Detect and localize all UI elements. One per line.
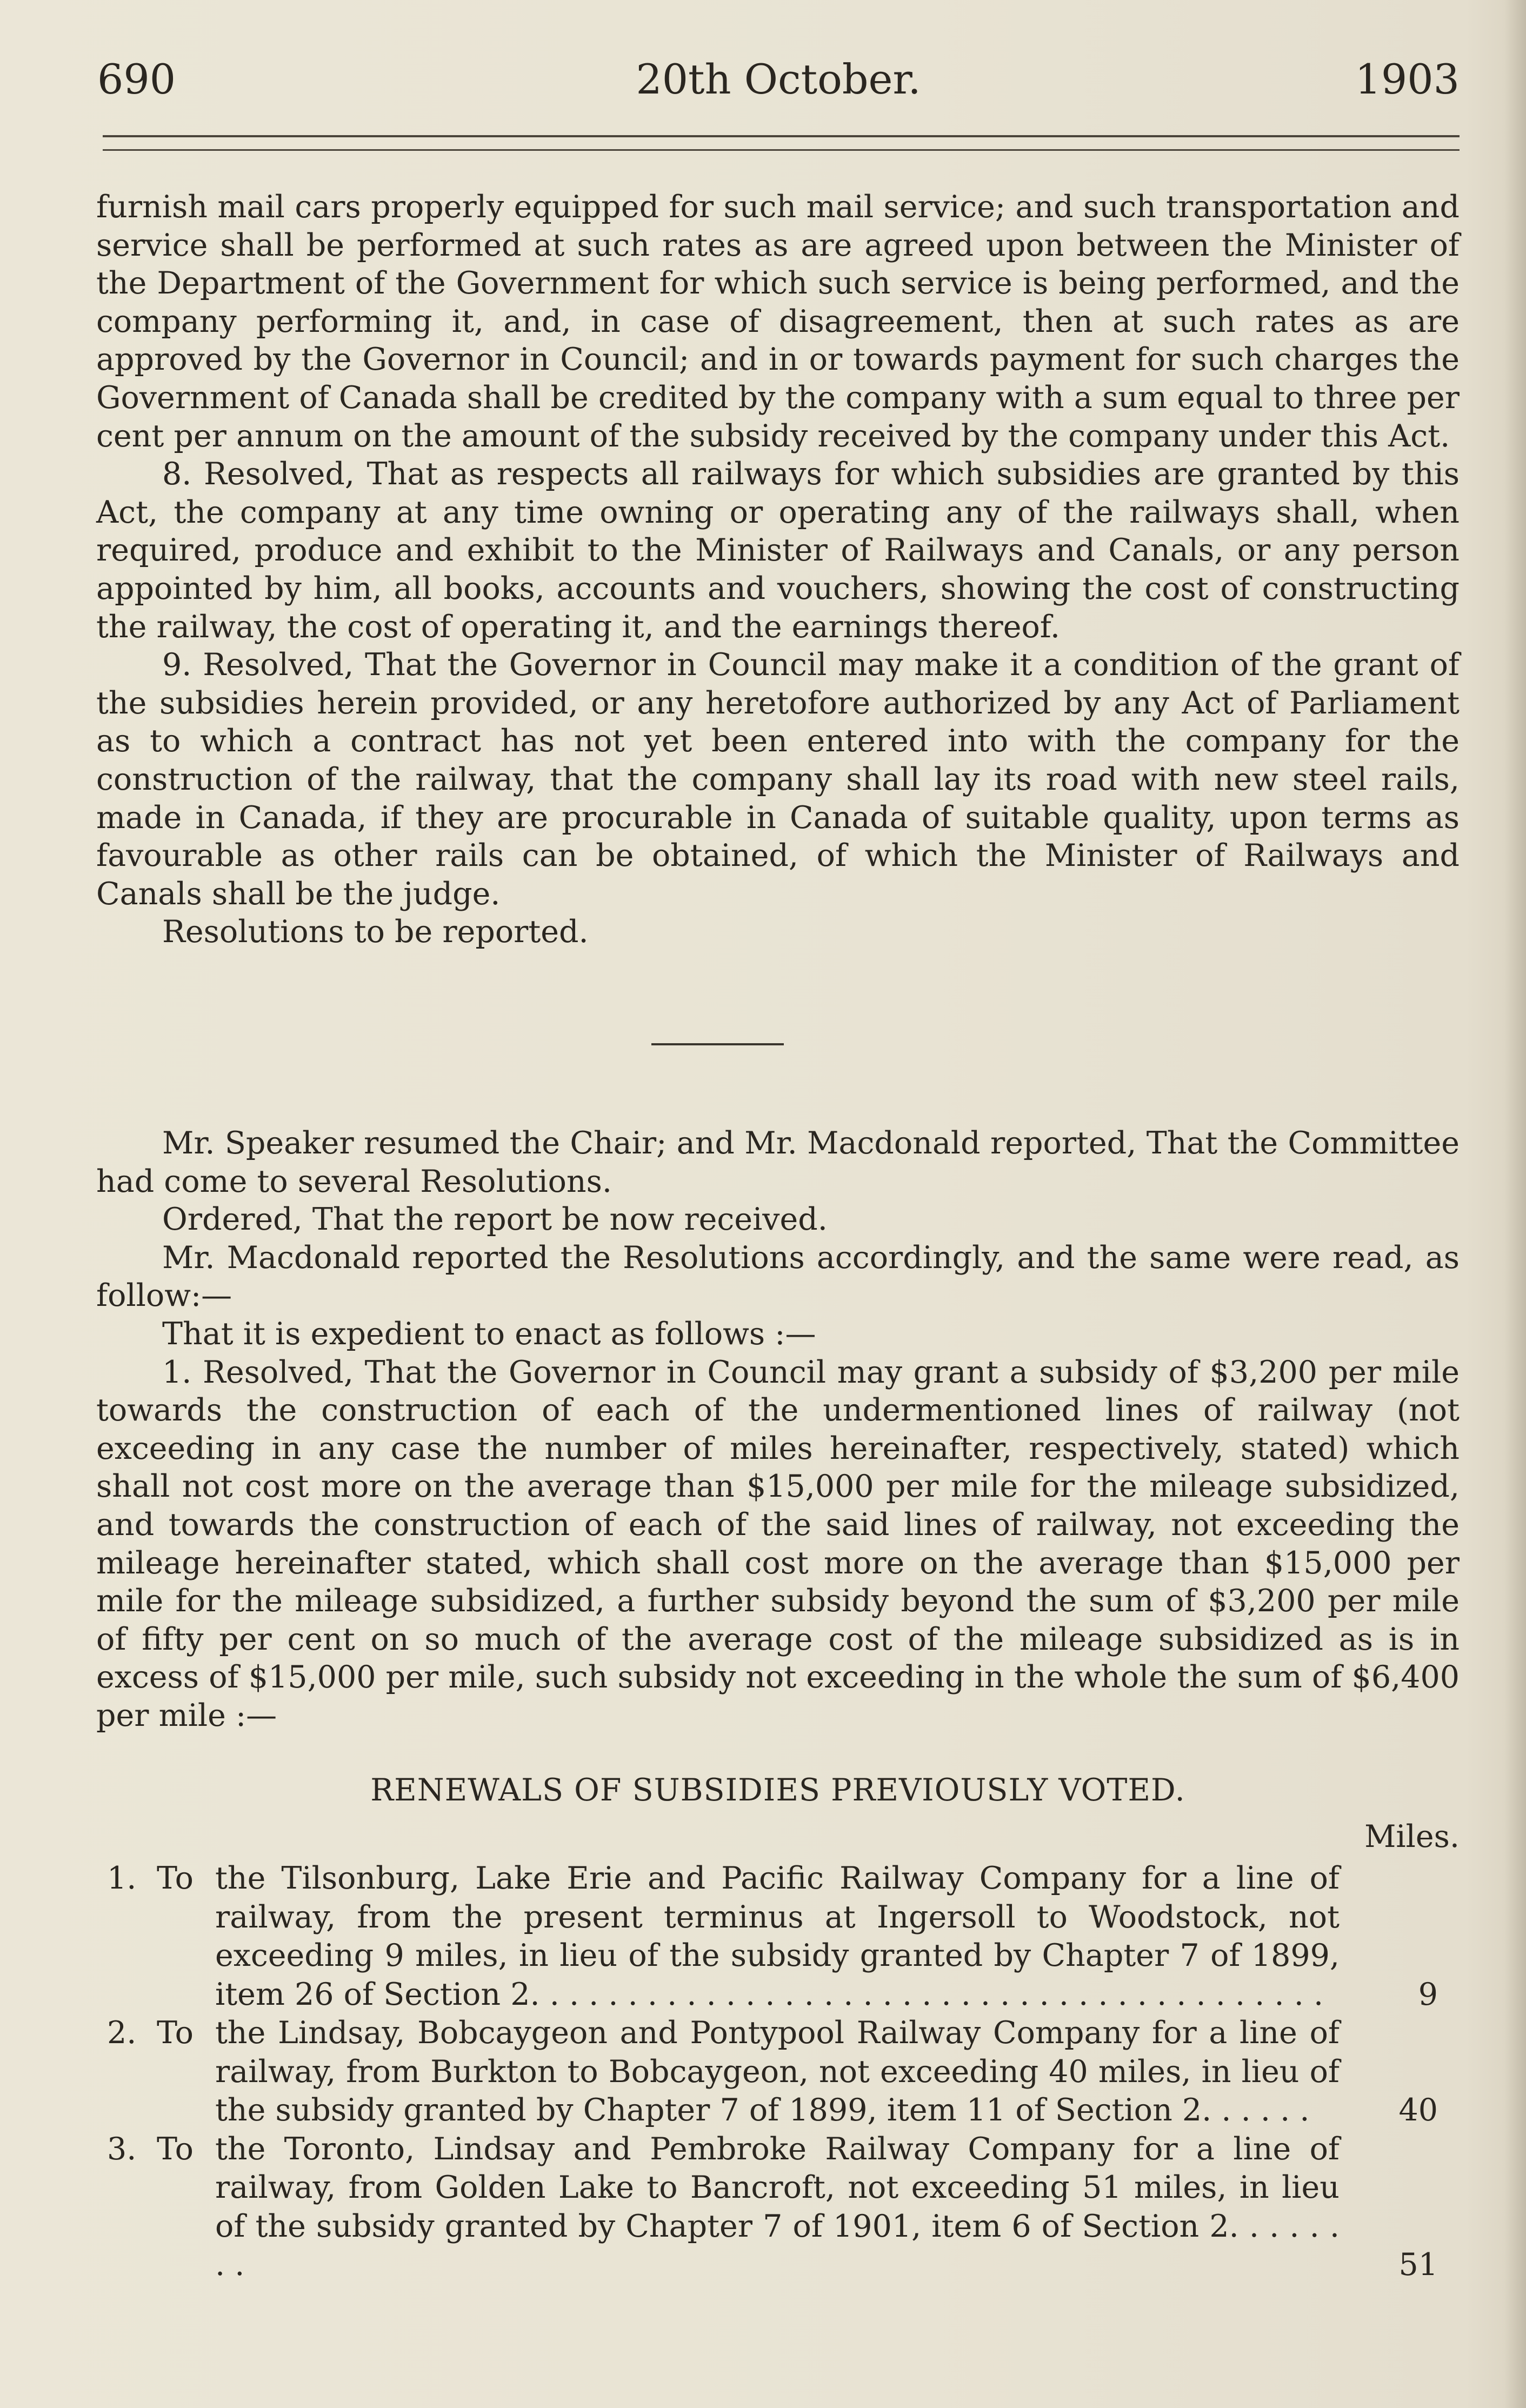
renewals-heading: RENEWALS OF SUBSIDIES PREVIOUSLY VOTED. <box>370 1772 1185 1808</box>
item-to: To <box>157 2131 194 2167</box>
miles-column-header: Miles. <box>1364 1819 1460 1855</box>
item-miles: 40 <box>1398 2092 1438 2128</box>
item-to: To <box>157 2015 194 2051</box>
header-date: 20th October. <box>636 55 921 103</box>
resolutions-continuation <box>96 188 1460 951</box>
list-item <box>96 2014 1460 2130</box>
paragraph-speaker-resumed: Mr. Speaker resumed the Chair; and Mr. Macdonald reported, That the Committee had come to several Resolutions. <box>96 1125 1460 1199</box>
paragraph-resolution-9: 9. Resolved, That the Governor in Council may make it a condition of the grant of the subsidies herein provided, or any heretofore authorized by any Act of Parliament as to which a contract has not yet been entered into with the company for the construction of the railway, that the company shall lay its road with new steel rails, made in Canada, if they are procurable in Canada of suitable quality, upon terms as favourable as other rails can be obtained, of which the Minister of Railways and Canals shall be the judge. <box>96 647 1460 912</box>
list-item <box>96 2130 1460 2285</box>
paragraph-resolution-1: 1. Resolved, That the Governor in Council may grant a subsidy of $3,200 per mile towards the construction of each of the undermentioned lines of railway (not exceeding in any case the number of miles hereinafter, respectively, stated) which shall not cost more on the average than $15,000 per mile for the mileage subsidized, and towards the construction of each of the said lines of railway, not exceeding the mileage hereinafter stated, which shall cost more on the average than $15,000 per mile for the mileage subsidized, a further subsidy beyond the sum of $3,200 per mile of fifty per cent on so much of the average cost of the mileage subsidized as is in excess of $15,000 per mile, such subsidy not exceeding in the whole the sum of $6,400 per mile :— <box>96 1354 1460 1733</box>
item-miles: 9 <box>1418 1976 1438 2012</box>
item-number: 2. <box>107 2015 137 2051</box>
committee-report <box>96 1124 1460 1735</box>
item-to: To <box>157 1860 194 1896</box>
item-text: the Toronto, Lindsay and Pembroke Railway Company for a line of railway, from Golden Lake to Bancroft, not exceeding 51 miles, in lieu of the subsidy granted by Chapter 7 of 1901, item 6 of Section 2. . . . . . . . <box>215 2131 1340 2283</box>
paragraph-expedient: That it is expedient to enact as follows :— <box>162 1316 816 1352</box>
header-year: 1903 <box>1355 55 1460 103</box>
list-item <box>96 1859 1460 2014</box>
running-header <box>97 50 1460 109</box>
item-miles: 51 <box>1398 2247 1438 2283</box>
page-number: 690 <box>97 55 176 103</box>
item-number: 3. <box>107 2131 137 2167</box>
paragraph-reported-resolutions: Mr. Macdonald reported the Resolutions accordingly, and the same were read, as follow:— <box>96 1239 1460 1314</box>
paragraph-resolution-8: 8. Resolved, That as respects all railways for which subsidies are granted by this Act, the company at any time owning or operating any of the railways shall, when required, produce and exhibit to the Minister of Railways and Canals, or any person appointed by him, all books, accounts and vouchers, showing the cost of constructing the railway, the cost of operating it, and the earnings thereof. <box>96 456 1460 645</box>
page-edge-shadow <box>1504 0 1526 2408</box>
section-divider <box>651 1043 784 1045</box>
item-text: the Tilsonburg, Lake Erie and Pacific Railway Company for a line of railway, from the present terminus at Ingersoll to Woodstock, not exceeding 9 miles, in lieu of the subsidy granted by Chapter 7 of 1899, item 26 of Section 2. . . . . . . . . . . . . . . . . . . . . . . . . . . . . . . . . . . . . . . . . <box>215 1860 1340 2012</box>
paragraph-resolutions-reported: Resolutions to be reported. <box>162 914 589 950</box>
paragraph-mail-service: furnish mail cars properly equipped for such mail service; and such transportation and service shall be performed at such rates as are agreed upon between the Minister of the Department of the Government for which such service is being performed, and the company performing it, and, in case of disagreement, then at such rates as are approved by the Governor in Council; and in or towards payment for such charges the Government of Canada shall be credited by the company with a sum equal to three per cent per annum on the amount of the subsidy received by the company under this Act. <box>96 189 1460 454</box>
paragraph-ordered: Ordered, That the report be now received. <box>162 1202 828 1238</box>
item-text: the Lindsay, Bobcaygeon and Pontypool Railway Company for a line of railway, from Burkton to Bobcaygeon, not exceeding 40 miles, in lieu of the subsidy granted by Chapter 7 of 1899, item 11 of Section 2. . . . . . <box>215 2015 1340 2128</box>
header-double-rule <box>103 135 1460 151</box>
item-number: 1. <box>107 1860 137 1896</box>
renewals-list <box>96 1859 1460 2285</box>
